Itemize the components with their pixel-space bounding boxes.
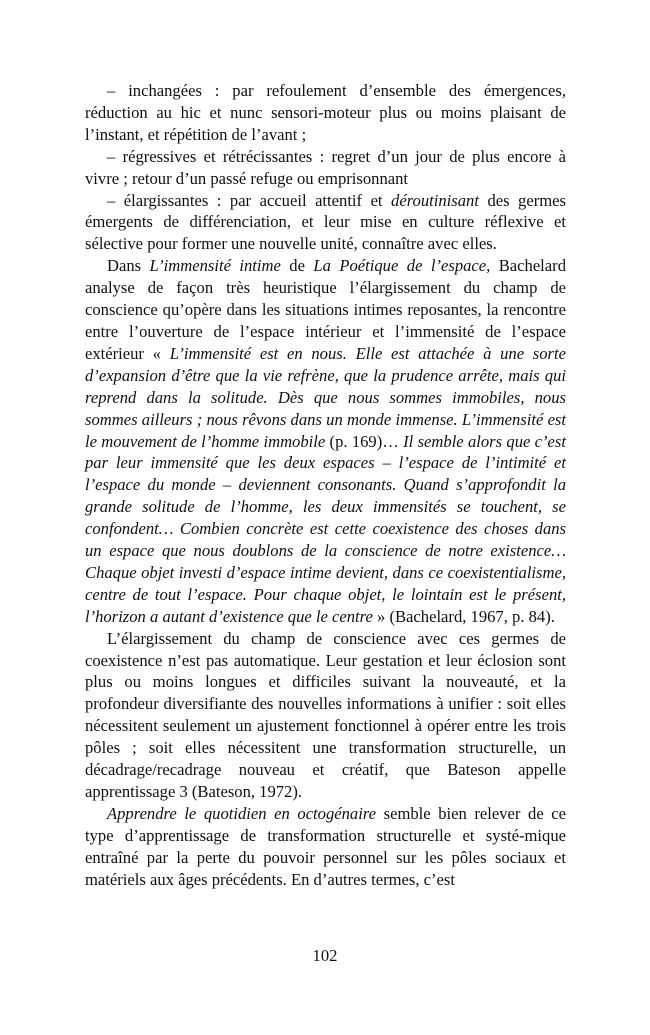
text-segment: semble bien relever de ce type d’apprentissage de transformation structurelle et systé-mique entraîné par la perte du pouvoir personnel sur les pôles sociaux et matériels aux âges précédents. En d’autres termes, c’est [85,803,566,889]
text-segment-italic: L’immensité intime [149,256,281,276]
quotation-italic: Il semble alors que c’est par leur immensité que les deux espaces – l’espace de l’intimité et l’espace du monde – deviennent consonants. Quand s’approfondit la grande solitude de l’homme, les deux immensités se touchent, se confondent… Combien concrète est cette coexistence des choses dans un espace que nous doublons de la conscience de notre existence… Chaque objet investi d’espace intime devient, dans ce coexistentialisme, centre de tout l’espace. Pour chaque objet, le lointain est le présent, l’horizon a autant d’existence que le centre [85,431,566,626]
text-segment-italic: La Poétique de l’espace, [313,256,491,276]
paragraph-bachelard [85,255,566,627]
paragraph-bullet-unchanged [85,80,566,146]
text-segment: – régressives et rétrécissantes : regret d’un jour de plus encore à vivre ; retour d’un passé refuge ou emprisonnant [85,146,566,188]
text-segment: L’élargissement du champ de conscience avec ces germes de coexistence n’est pas automatique. Leur gestation et leur éclosion sont plus ou moins longues et difficiles suivant la nouveauté, et la profondeur diversifiante des nouvelles informations à unifier : soit elles nécessitent seulement un ajustement fonctionnel à opérer entre les trois pôles ; soit elles nécessitent une transformation structurelle, un décadrage/recadrage nouveau et créatif, que Bateson appelle apprentissage 3 (Bateson, 1972). [85,628,566,801]
text-segment: de [280,256,314,276]
text-segment: (p. 169)… [325,431,404,451]
text-segment: – inchangées : par refoulement d’ensemble des émergences, réduction au hic et nunc sensori-moteur plus ou moins plaisant de l’instant, et répétition de l’avant ; [85,81,566,144]
text-segment: Bachelard analyse de façon très heuristique l’élargissement du champ de conscience qu’opère dans les situations intimes reposantes, la rencontre entre l’ouverture de l’espace intérieur et l’immensité de l’espace extérieur « [85,256,566,363]
page-number: 102 [312,946,338,965]
text-segment-italic: déroutinisant [391,190,479,210]
text-segment: des germes émergents de différenciation, et leur mise en culture réflexive et sélective pour former une nouvelle unité, connaître avec elles. [85,190,566,254]
paragraph-bullet-widening [85,190,566,256]
text-segment: Dans [107,256,150,276]
quotation-italic: L’immensité est en nous. Elle est attachée à une sorte d’expansion d’être que la vie refrène, que la prudence arrête, mais qui reprend dans la solitude. Dès que nous sommes immobiles, nous sommes ailleurs ; nous rêvons dans un monde immense. L’immensité est le mouvement de l’homme immobile [85,343,566,451]
paragraph-widening-field [85,628,566,803]
paragraph-learning-daily [85,803,566,891]
text-segment-italic: Apprendre le quotidien en octogénaire [107,803,377,823]
text-segment: – élargissantes : par accueil attentif et [107,190,392,210]
text-segment: » (Bachelard, 1967, p. 84). [372,606,555,626]
paragraph-bullet-regressive [85,146,566,190]
page-body [85,80,566,891]
